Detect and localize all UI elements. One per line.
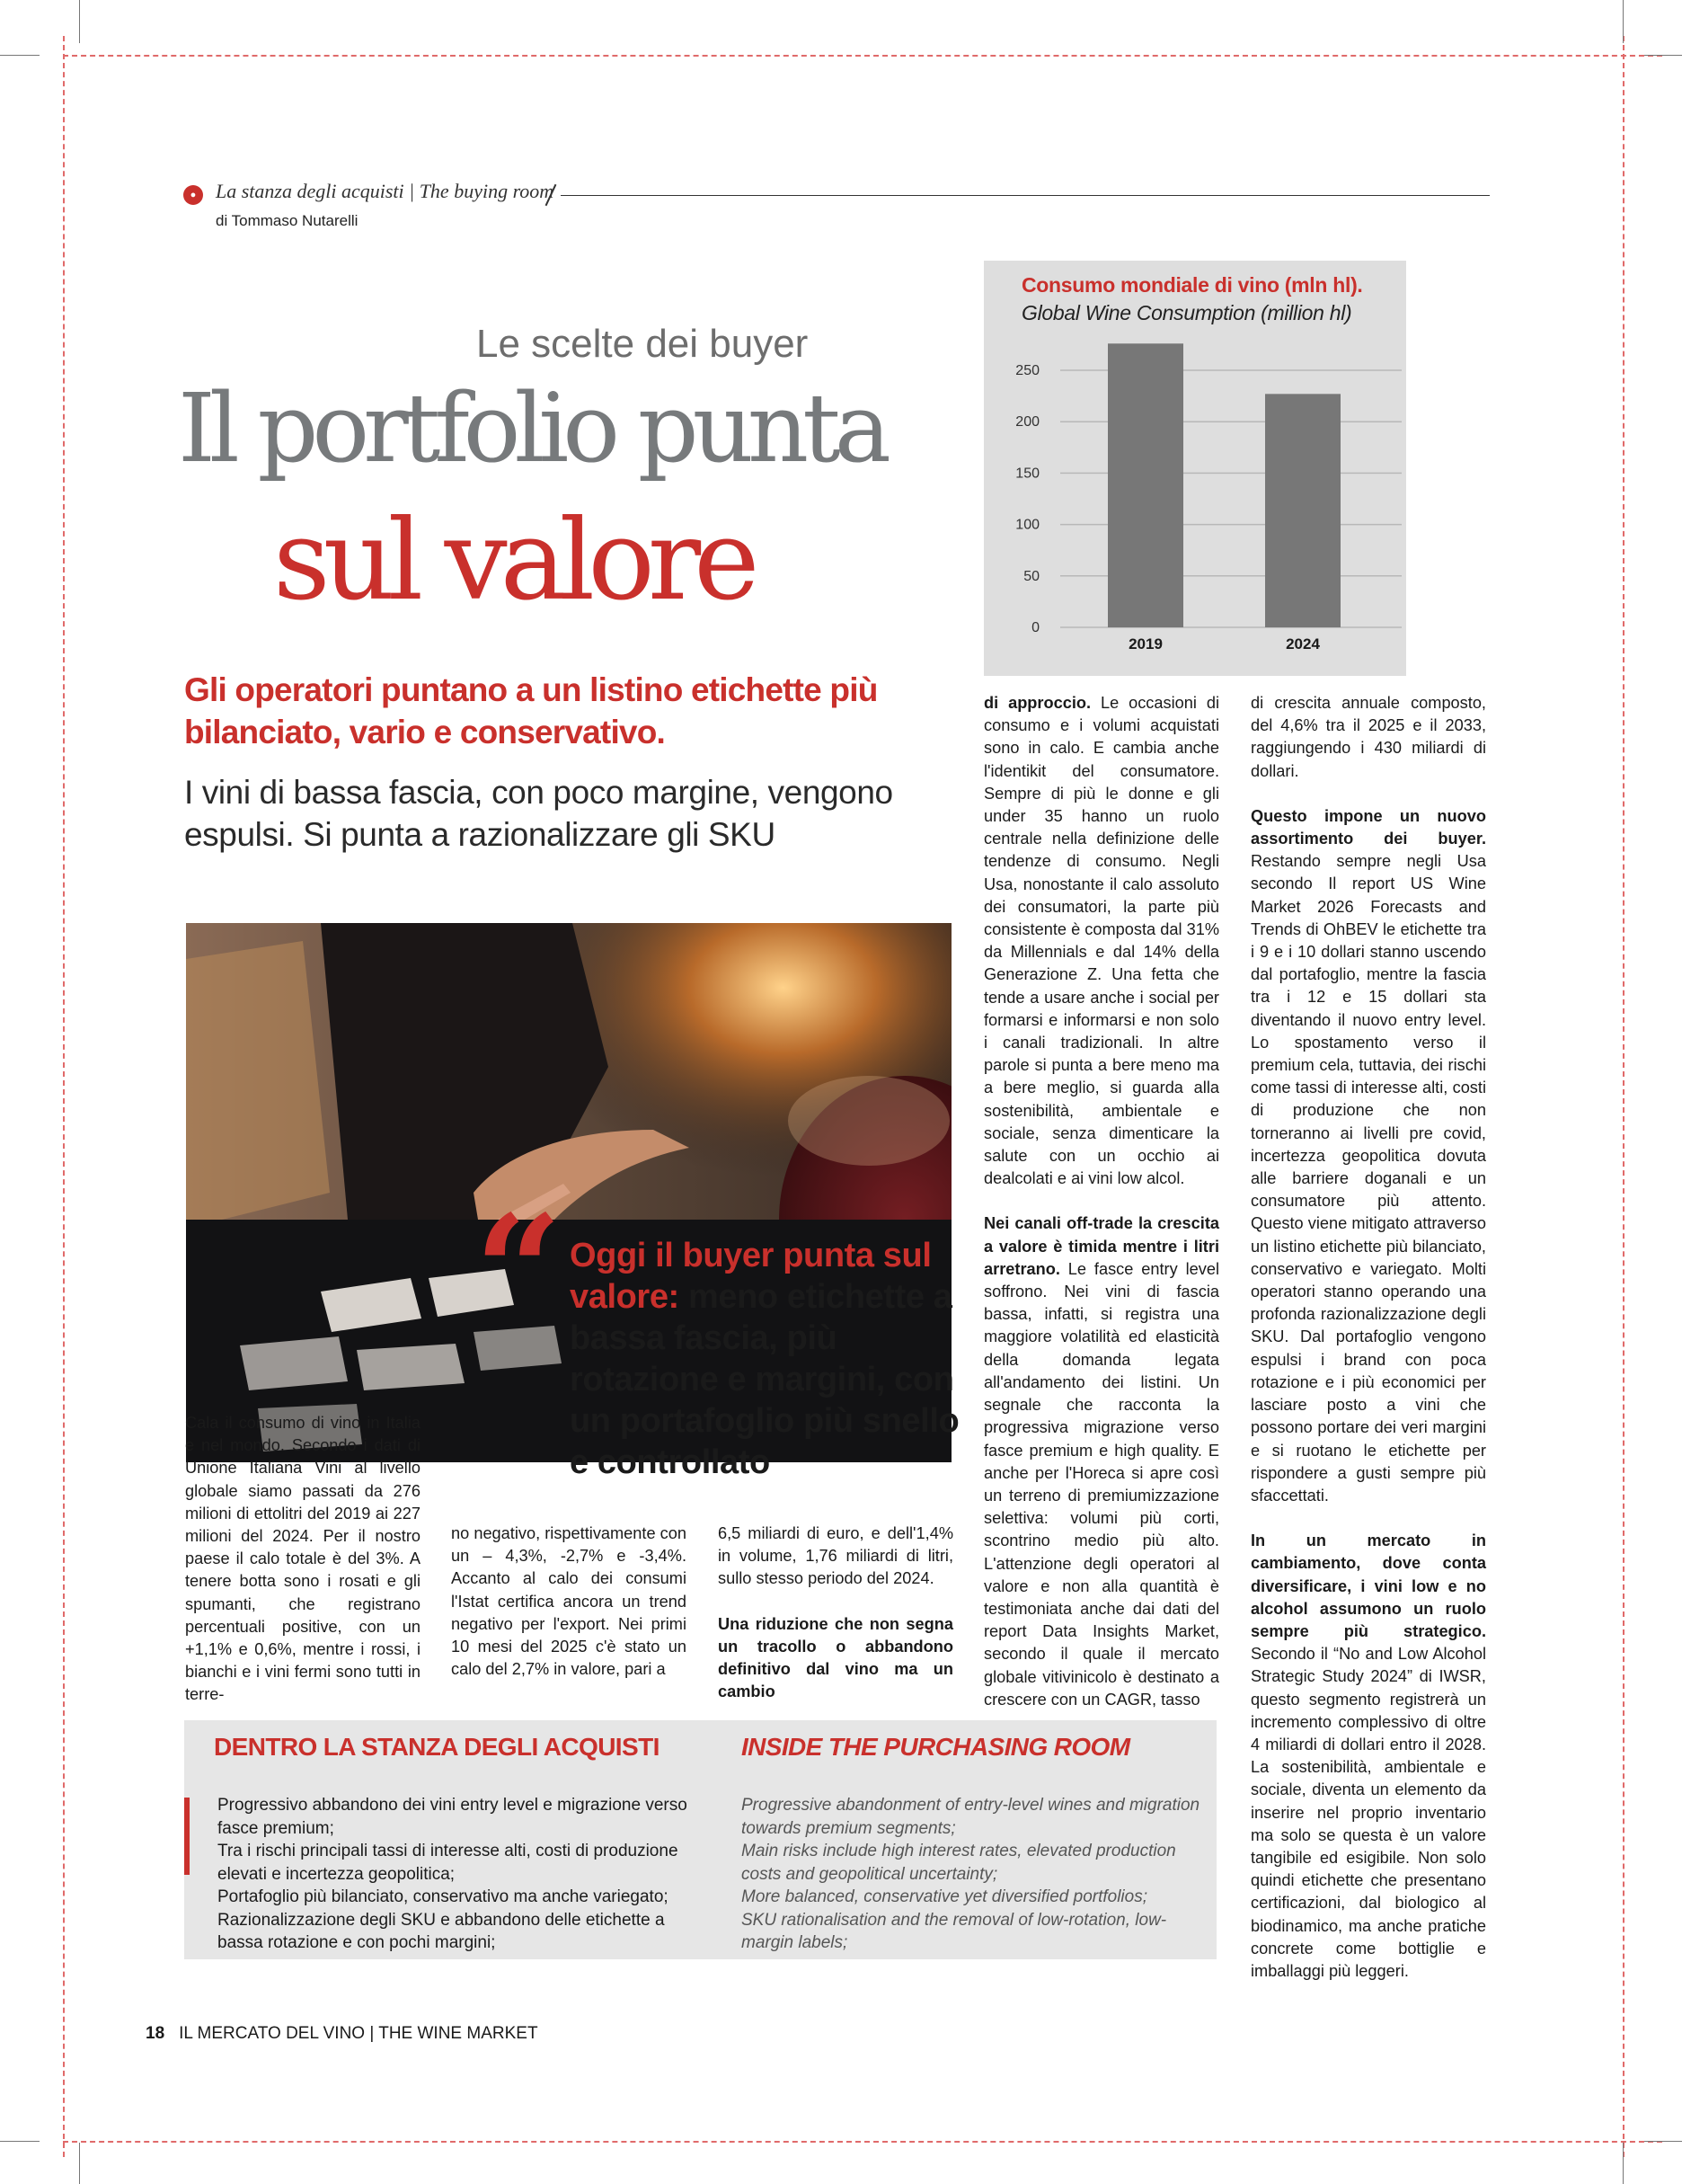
crop-line-bottom [63, 2141, 1662, 2143]
paragraph-intro: Cala il consumo di vino in Italia e nel mondo. Secondo i dati di Unione Italiana Vini al livello globale siamo passati da 276 milioni di ettolitri del 2019 ai 227 milioni del 2024. Per il nostro paese il calo totale è del 3%. A tenere botta sono i rosati e gli spumanti, che registrano percentuali positive, con un +1,1% e 0,6%, mentre i rossi, i bianchi e i vini fermi sono tutti in terre- [185, 1414, 420, 1704]
chart-x-tick-label: 2019 [1129, 635, 1163, 653]
summary-item-en: Progressive abandonment of entry-level wines and migration towards premium segments; [741, 1796, 1200, 1838]
summary-box [184, 1720, 1217, 1959]
subhead-assortimento: Questo impone un nuovo assortimento dei buyer. [1251, 806, 1486, 848]
pull-quote-highlight: Oggi il buyer punta sul valore: [570, 1237, 932, 1316]
summary-item-en: Main risks include high interest rates, elevated production costs and geopolitical uncertainty; [741, 1842, 1176, 1884]
trim-mark-right-bottom [1623, 2143, 1624, 2184]
chart-y-tick-label: 150 [1015, 466, 1040, 482]
summary-accent-bar [184, 1798, 190, 1875]
page-number: 18 [146, 2024, 165, 2043]
magazine-name: IL MERCATO DEL VINO | THE WINE MARKET [179, 2024, 538, 2043]
chart-subtitle: Global Wine Consumption (million hl) [1022, 301, 1352, 324]
body-column-2 [451, 1523, 686, 1681]
deck-highlight: Gli operatori puntano a un listino etichette più bilanciato, vario e conservativo. [184, 671, 878, 750]
trim-mark-top-right [1644, 55, 1682, 56]
rubric-separator: | [409, 180, 415, 202]
wine-consumption-chart [984, 261, 1406, 676]
paragraph-consumatore: Le occasioni di consumo e i volumi acquistati sono in calo. E cambia anche l'identikit del consumatore. Sempre di più le donne e gli under 35 hanno un ruolo centrale nella definizione delle tendenze di consumo. Negli Usa, nonostante il calo assoluto dei consumatori, la parte più consistente è composta dal 31% da Millennials e dal 14% della Generazione Z. Una fetta che tende a usare anche i social per formarsi e informarsi e non solo i canali tradizionali. In altre parole si punta a bere meno ma a bere meglio, si guarda alla sostenibilità, ambientale e sociale, senza dimenticare la salute con un occhio ai dealcolati e ai vini low alcol. [984, 694, 1219, 1188]
trim-mark-top-left [0, 55, 40, 56]
crop-line-right [1623, 36, 1624, 2157]
headline-kicker: Le scelte dei buyer [476, 322, 809, 366]
trim-mark-left-bottom [79, 2143, 80, 2184]
chart-bar [1108, 343, 1183, 627]
chart-bar [1265, 394, 1341, 627]
chart-y-tick-label: 200 [1015, 414, 1040, 431]
paragraph-low-no-alcohol: Secondo il “No and Low Alcohol Strategic Study 2024” di IWSR, questo segmento registrerà un incremento complessivo di oltre 4 miliardi di dollari entro il 2028. La sostenibilità, ambientale e sociale, diventa un elemento da inserire nel proprio inventario ma solo se questa è un valore tangibile ed esigibile. Non solo quindi etichette che presentano certificazioni, dal biologico al biodinamico, ma anche pratiche concrete come bottiglie e imballaggi più leggeri. [1251, 1645, 1486, 1980]
section-header [183, 180, 1490, 207]
subhead-riduzione: Una riduzione che non segna un tracollo o abbandono definitivo dal vino ma un cambio [718, 1614, 953, 1701]
trim-mark-left-top [79, 0, 80, 43]
rubric-italian: La stanza degli acquisti [216, 180, 404, 202]
subhead-approccio: di approccio. [984, 694, 1092, 712]
pull-quote-text: meno etichette a bassa fascia, più rotazione e margini, con un portafoglio più snello e controllato [570, 1278, 960, 1481]
summary-heading-english: INSIDE THE PURCHASING ROOM [741, 1733, 1130, 1761]
summary-item-it: Razionalizzazione degli SKU e abbandono delle etichette a bassa rotazione e con pochi margini; [217, 1910, 665, 1952]
pull-quote [570, 1235, 974, 1483]
rubric-english: The buying room [419, 180, 554, 202]
headline-line-1: Il portfolio punta [178, 373, 885, 484]
chart-plot [984, 261, 1406, 676]
trim-mark-right-top [1623, 0, 1624, 43]
subhead-low-no-alcohol: In un mercato in cambiamento, dove conta diversificare, i vini low e no alcohol assumono un ruolo sempre più strategico. [1251, 1531, 1486, 1640]
paragraph-export: no negativo, rispettivamente con un – 4,3%, -2,7% e -3,4%. Accanto al calo dei consumi l'Istat certifica ancora un trend negativo per l'export. Nei primi 10 mesi del 2025 c'è stato un calo del 2,7% in valore, pari a [451, 1524, 686, 1679]
body-column-1 [185, 1412, 420, 1707]
body-column-4 [984, 692, 1219, 1711]
trim-mark-bottom-left [0, 2141, 40, 2142]
paragraph-volume: 6,5 miliardi di euro, e dell'1,4% in volume, 1,76 miliardi di litri, sullo stesso periodo del 2024. [718, 1524, 953, 1588]
rubric-title [216, 180, 553, 203]
page-footer [146, 2024, 538, 2044]
body-column-3 [718, 1523, 953, 1703]
rubric-logo-icon: ● [183, 185, 203, 205]
subhead-off-trade: Nei canali off-trade la crescita a valore è timida mentre i litri arretrano. [984, 1214, 1219, 1278]
summary-item-it: Tra i rischi principali tassi di interesse alti, costi di produzione elevati e incertezza geopolitica; [217, 1842, 678, 1884]
paragraph-cagr: di crescita annuale composto, del 4,6% tra il 2025 e il 2033, raggiungendo i 430 miliardi di dollari. [1251, 694, 1486, 780]
summary-list-english [741, 1794, 1208, 1955]
deck-subtitle: I vini di bassa fascia, con poco margine, vengono espulsi. Si punta a razionalizzare gli SKU [184, 774, 893, 853]
paragraph-off-trade: Le fasce entry level soffrono. Nei vini di fascia bassa, infatti, si registra una maggiore volatilità ed elasticità della domanda legata all'andamento dei listini. Un segnale che racconta la progressiva migrazione verso fasce premium e high quality. E anche per l'Horeca si apre così un terreno di premiumizzazione selettiva: volumi più corti, scontrino medio più alto. L'attenzione degli operatori al valore e non alla quantità è testimoniata anche dai dati del report Data Insights Market, secondo il quale il mercato globale vitivinicolo è destinato a crescere con un CAGR, tasso [984, 1259, 1219, 1709]
summary-item-en: SKU rationalisation and the removal of low-rotation, low-margin labels; [741, 1910, 1167, 1952]
summary-heading-italian: DENTRO LA STANZA DEGLI ACQUISTI [214, 1733, 660, 1761]
chart-y-tick-label: 100 [1015, 517, 1040, 533]
summary-item-en: More balanced, conservative yet diversified portfolios; [741, 1887, 1148, 1906]
summary-item-it: Portafoglio più bilanciato, conservativo ma anche variegato; [217, 1887, 668, 1906]
summary-list-italian [217, 1794, 694, 1955]
body-column-5 [1251, 692, 1486, 1983]
paragraph-assortimento: Restando sempre negli Usa secondo Il report US Wine Market 2026 Forecasts and Trends di OhBEV le etichette tra i 9 e i 10 dollari stanno uscendo dal portafoglio, mentre la fascia tra i 12 e 15 dollari sta diventando il nuovo entry level. Lo spostamento verso il premium cela, tuttavia, dei rischi come tassi di interesse alti, costi di produzione che non torneranno ai livelli pre covid, incertezza geopolitica dovuta alle barriere doganali e un consumatore più attento. Questo viene mitigato attraverso un listino etichette più bilanciato, conservativo e variegato. Molti operatori stanno operando una profonda razionalizzazione degli SKU. Dal portafoglio vengono espulsi i brand con poca rotazione e i più economici per lasciare posto a vini che possono portare dei veri margini e si ruotano le etichette per rispondere a gusti sempre più sfaccettati. [1251, 852, 1486, 1505]
summary-item-it: Progressivo abbandono dei vini entry level e migrazione verso fasce premium; [217, 1796, 687, 1838]
chart-y-tick-label: 50 [1023, 568, 1040, 584]
byline: di Tommaso Nutarelli [216, 212, 359, 229]
chart-y-tick-label: 0 [1031, 620, 1040, 635]
chart-x-tick-label: 2024 [1286, 635, 1320, 653]
crop-line-left [63, 36, 65, 2157]
crop-line-top [63, 55, 1662, 57]
trim-mark-bottom-right [1644, 2141, 1682, 2142]
chart-title: Consumo mondiale di vino (mln hl). [1022, 273, 1363, 297]
headline-line-2: sul valore [273, 496, 753, 626]
quote-mark-icon: “ [474, 1182, 562, 1362]
rubric-rule [561, 195, 1490, 196]
chart-y-tick-label: 250 [1015, 363, 1040, 378]
